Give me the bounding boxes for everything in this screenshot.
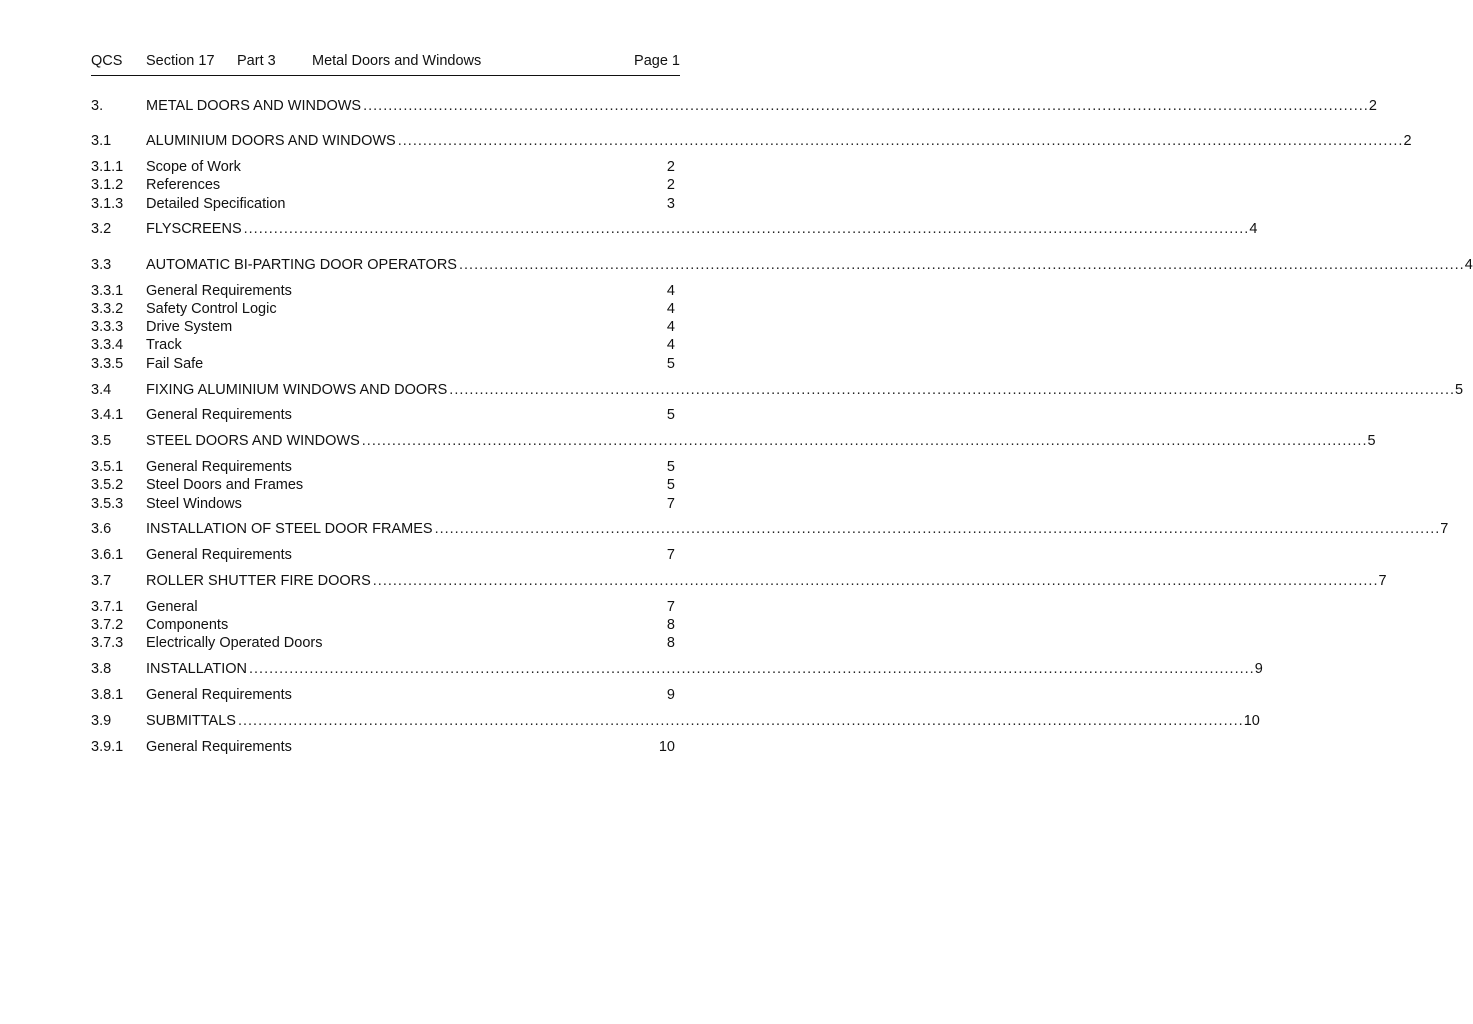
toc-entry-title: AUTOMATIC BI-PARTING DOOR OPERATORS xyxy=(146,256,457,273)
header-part: Part 3 xyxy=(237,53,276,69)
toc-entry-leader xyxy=(146,712,1260,730)
toc-subsection-entry xyxy=(91,176,675,194)
dot-leader: ........................................................................................................................................................................................................ xyxy=(237,712,1244,729)
toc-entry-title: Track xyxy=(146,337,182,354)
dot-leader: ........................................................................................................................................................................................................ xyxy=(248,661,1255,678)
toc-entry-leader xyxy=(146,381,1464,399)
toc-entry-number: 3.5 xyxy=(91,433,112,450)
toc-entry-title: ALUMINIUM DOORS AND WINDOWS xyxy=(146,133,396,150)
toc-entry-number: 3.3.5 xyxy=(91,355,124,372)
toc-entry-title: METAL DOORS AND WINDOWS xyxy=(146,98,362,114)
toc-entry-title: References xyxy=(146,177,221,194)
toc-entry-number: 3.1.1 xyxy=(91,159,124,176)
toc-entry-number: 3.2 xyxy=(91,221,112,238)
toc-entry-leader xyxy=(146,520,1449,538)
toc-entry-page: 9 xyxy=(666,686,675,703)
toc-entry-title: General Requirements xyxy=(146,547,292,564)
toc-subsection-entry xyxy=(91,406,675,424)
toc-entry-page: 10 xyxy=(1243,712,1260,729)
toc-entry-page: 5 xyxy=(1367,433,1376,450)
toc-subsection-entry xyxy=(91,598,675,616)
toc-section-entry xyxy=(91,132,1412,150)
toc-entry-leader xyxy=(146,256,1473,274)
toc-section-entry xyxy=(91,97,1377,115)
toc-entry-number: 3.6 xyxy=(91,521,112,538)
toc-entry-page: 7 xyxy=(666,495,675,512)
toc-entry-page: 2 xyxy=(1368,98,1377,114)
toc-entry-title: Drive System xyxy=(146,319,233,336)
toc-entry-title: INSTALLATION xyxy=(146,661,247,678)
toc-entry-page: 5 xyxy=(666,407,675,424)
toc-subsection-entry xyxy=(91,616,675,634)
toc-entry-number: 3.5.1 xyxy=(91,458,124,475)
toc-entry-page: 4 xyxy=(1464,256,1473,273)
toc-entry-title: STEEL DOORS AND WINDOWS xyxy=(146,433,360,450)
toc-section-entry xyxy=(91,220,1258,238)
toc-entry-number: 3.1.2 xyxy=(91,177,124,194)
toc-entry-number: 3.3.2 xyxy=(91,300,124,317)
header-title: Metal Doors and Windows xyxy=(312,53,482,69)
toc-entry-leader xyxy=(146,97,1377,115)
toc-entry-title: General Requirements xyxy=(146,407,292,424)
toc-entry-number: 3.9 xyxy=(91,712,112,729)
toc-entry-title: SUBMITTALS xyxy=(146,712,236,729)
toc-subsection-entry xyxy=(91,300,675,318)
dot-leader: ........................................................................................................................................................................................................ xyxy=(372,572,1379,589)
toc-entry-number: 3.7.1 xyxy=(91,598,124,615)
toc-subsection-entry xyxy=(91,738,675,756)
toc-entry-title: Safety Control Logic xyxy=(146,300,277,317)
toc-entry-page: 2 xyxy=(1403,133,1412,150)
toc-entry-title: INSTALLATION OF STEEL DOOR FRAMES xyxy=(146,521,433,538)
toc-entry-number: 3.6.1 xyxy=(91,547,124,564)
toc-subsection-entry xyxy=(91,458,675,476)
toc-entry-page: 7 xyxy=(666,547,675,564)
toc-subsection-entry xyxy=(91,336,675,354)
toc-section-entry xyxy=(91,572,1387,590)
toc-entry-leader xyxy=(146,572,1387,590)
toc-entry-leader xyxy=(146,432,1376,450)
toc-subsection-entry xyxy=(91,195,675,213)
toc-entry-number: 3.3.4 xyxy=(91,337,124,354)
toc-entry-page: 4 xyxy=(666,319,675,336)
toc-section-entry xyxy=(91,660,1263,678)
dot-leader: ........................................................................................................................................................................................................ xyxy=(361,433,1368,450)
toc-subsection-entry xyxy=(91,282,675,300)
toc-entry-number: 3.3.1 xyxy=(91,282,124,299)
toc-entry-leader xyxy=(146,132,1412,150)
toc-entry-title: FIXING ALUMINIUM WINDOWS AND DOORS xyxy=(146,381,448,398)
toc-entry-page: 2 xyxy=(666,159,675,176)
header-doc: QCS xyxy=(91,53,123,69)
toc-entry-number: 3.9.1 xyxy=(91,738,124,755)
toc-entry-page: 4 xyxy=(666,337,675,354)
toc-subsection-entry xyxy=(91,158,675,176)
toc-subsection-entry xyxy=(91,355,675,373)
dot-leader: ........................................................................................................................................................................................................ xyxy=(434,521,1441,538)
toc-entry-number: 3.1 xyxy=(91,133,112,150)
page-header xyxy=(91,53,680,76)
toc-entry-page: 8 xyxy=(666,617,675,634)
toc-entry-leader xyxy=(146,660,1263,678)
toc-entry-number: 3.3.3 xyxy=(91,319,124,336)
toc-entry-number: 3.5.3 xyxy=(91,495,124,512)
toc-entry-title: General Requirements xyxy=(146,282,292,299)
toc-entry-page: 5 xyxy=(666,458,675,475)
toc-entry-page: 10 xyxy=(658,738,675,755)
toc-entry-number: 3.8 xyxy=(91,661,112,678)
toc-subsection-entry xyxy=(91,686,675,704)
header-section: Section 17 xyxy=(146,53,215,69)
toc-entry-number: 3.7.3 xyxy=(91,635,124,652)
toc-entry-number: 3.8.1 xyxy=(91,686,124,703)
toc-entry-number: 3. xyxy=(91,98,104,114)
toc-subsection-entry xyxy=(91,634,675,652)
toc-entry-page: 5 xyxy=(666,477,675,494)
toc-entry-leader xyxy=(146,220,1258,238)
toc-entry-page: 7 xyxy=(666,598,675,615)
toc-entry-number: 3.5.2 xyxy=(91,477,124,494)
toc-subsection-entry xyxy=(91,495,675,513)
toc-entry-page: 4 xyxy=(1249,221,1258,238)
toc-section-entry xyxy=(91,381,1464,399)
toc-section-entry xyxy=(91,712,1260,730)
dot-leader: ........................................................................................................................................................................................................ xyxy=(243,221,1250,238)
toc-entry-number: 3.7.2 xyxy=(91,617,124,634)
header-page-number: Page 1 xyxy=(634,53,680,69)
toc-subsection-entry xyxy=(91,546,675,564)
toc-entry-number: 3.4 xyxy=(91,381,112,398)
dot-leader: ........................................................................................................................................................................................................ xyxy=(458,256,1465,273)
toc-section-entry xyxy=(91,520,1449,538)
dot-leader: ........................................................................................................................................................................................................ xyxy=(363,98,1369,114)
toc-subsection-entry xyxy=(91,318,675,336)
toc-entry-page: 8 xyxy=(666,635,675,652)
toc-entry-page: 7 xyxy=(1440,521,1449,538)
toc-entry-page: 7 xyxy=(1378,572,1387,589)
toc-entry-page: 3 xyxy=(666,195,675,212)
toc-entry-title: Fail Safe xyxy=(146,355,204,372)
toc-entry-title: ROLLER SHUTTER FIRE DOORS xyxy=(146,572,371,589)
toc-entry-page: 4 xyxy=(666,300,675,317)
toc-entry-title: Steel Doors and Frames xyxy=(146,477,304,494)
toc-entry-title: General xyxy=(146,598,198,615)
toc-entry-title: Electrically Operated Doors xyxy=(146,635,323,652)
toc-entry-title: Steel Windows xyxy=(146,495,242,512)
toc-entry-title: General Requirements xyxy=(146,458,292,475)
toc-entry-title: Scope of Work xyxy=(146,159,241,176)
toc-entry-page: 2 xyxy=(666,177,675,194)
toc-entry-page: 5 xyxy=(1455,381,1464,398)
toc-entry-page: 5 xyxy=(666,355,675,372)
toc-entry-page: 4 xyxy=(666,282,675,299)
toc-entry-title: FLYSCREENS xyxy=(146,221,242,238)
toc-entry-number: 3.7 xyxy=(91,572,112,589)
toc-entry-number: 3.3 xyxy=(91,256,112,273)
toc-entry-number: 3.4.1 xyxy=(91,407,124,424)
dot-leader: ........................................................................................................................................................................................................ xyxy=(397,133,1404,150)
toc-entry-title: General Requirements xyxy=(146,686,292,703)
toc-section-entry xyxy=(91,256,1473,274)
toc-entry-title: Detailed Specification xyxy=(146,195,286,212)
toc-entry-title: General Requirements xyxy=(146,738,292,755)
toc-entry-number: 3.1.3 xyxy=(91,195,124,212)
toc-subsection-entry xyxy=(91,476,675,494)
toc-entry-title: Components xyxy=(146,617,229,634)
toc-entry-page: 9 xyxy=(1254,661,1263,678)
dot-leader: ........................................................................................................................................................................................................ xyxy=(449,381,1456,398)
table-of-contents xyxy=(91,97,1473,756)
toc-section-entry xyxy=(91,432,1376,450)
